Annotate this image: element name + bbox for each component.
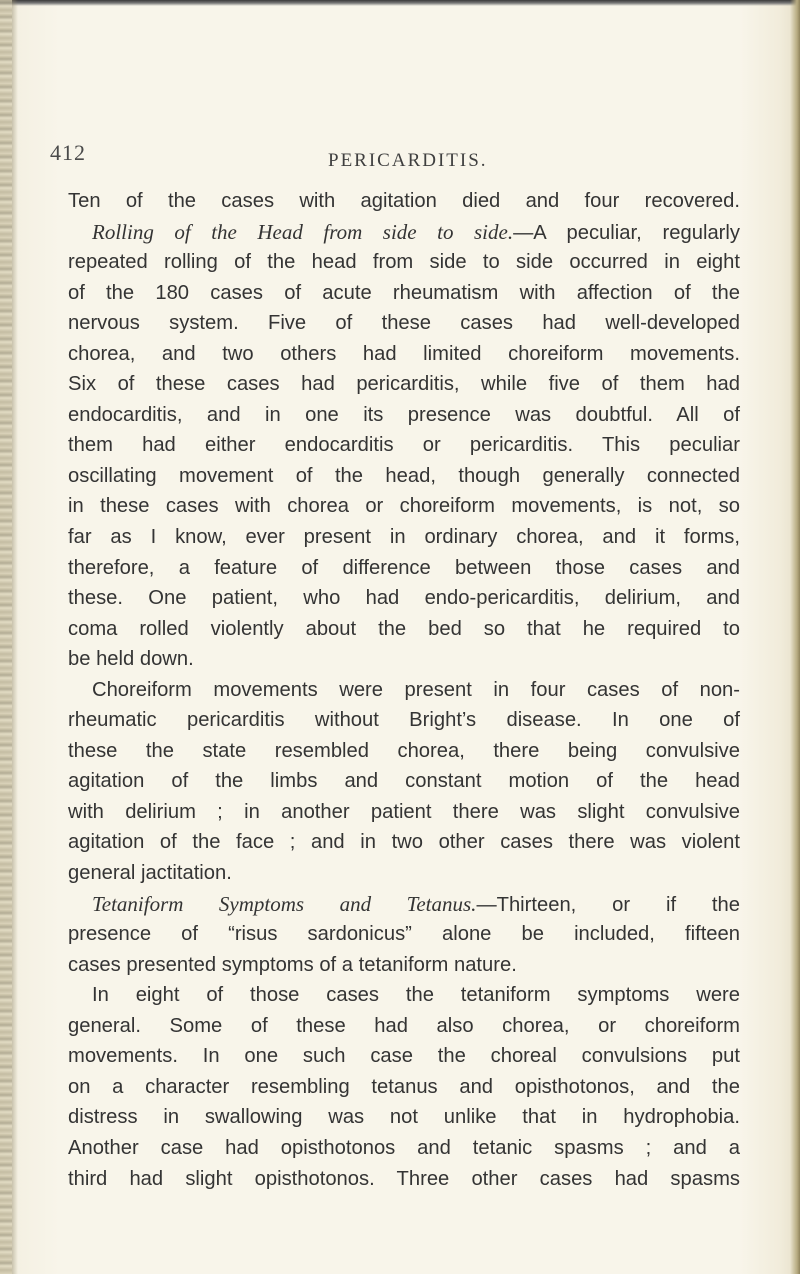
text-line: general. Some of these had also chorea, or choreiform	[68, 1014, 740, 1037]
text-line: be held down.	[68, 648, 194, 671]
section-heading-italic: Tetaniform Symptoms and Tetanus.	[92, 891, 477, 916]
text-line: cases presented symptoms of a tetaniform nature.	[68, 953, 517, 976]
text-line: endocarditis, and in one its presence was doubtful. All of	[68, 403, 740, 426]
text-line: repeated rolling of the head from side to side occurred in eight	[68, 251, 740, 274]
text-line: them had either endocarditis or pericarditis. This peculiar	[68, 434, 740, 457]
page-binding-edge	[0, 0, 12, 1274]
text-line: rheumatic pericarditis without Bright’s disease. In one of	[68, 709, 740, 732]
text-line: Choreiform movements were present in four cases of non-	[92, 678, 740, 701]
page-top-shadow	[0, 0, 800, 6]
text-line: coma rolled violently about the bed so that he required to	[68, 617, 740, 640]
text-line: these. One patient, who had endo-pericarditis, delirium, and	[68, 587, 740, 610]
text-line: In eight of those cases the tetaniform symptoms were	[92, 984, 740, 1007]
page-fore-edge	[790, 0, 800, 1274]
text-line: chorea, and two others had limited choreiform movements.	[68, 342, 740, 365]
text-line: on a character resembling tetanus and opisthotonos, and the	[68, 1075, 740, 1098]
body-text	[68, 186, 740, 1194]
text-line: movements. In one such case the choreal convulsions put	[68, 1045, 740, 1068]
text-line: oscillating movement of the head, though generally connected	[68, 464, 740, 487]
text-line: presence of “risus sardonicus” alone be included, fifteen	[68, 923, 740, 946]
text-line: third had slight opisthotonos. Three other cases had spasms	[68, 1167, 740, 1190]
text-line: these the state resembled chorea, there being convulsive	[68, 739, 740, 762]
text-line: nervous system. Five of these cases had well-developed	[68, 312, 740, 335]
text-line: far as I know, ever present in ordinary chorea, and it forms,	[68, 526, 740, 549]
text-line: in these cases with chorea or choreiform movements, is not, so	[68, 495, 740, 518]
text-line: Another case had opisthotonos and tetanic spasms ; and a	[68, 1136, 740, 1159]
text-line: general jactitation.	[68, 862, 232, 885]
page-number: 412	[50, 140, 86, 165]
text-line: Ten of the cases with agitation died and four recovered.	[68, 190, 740, 212]
text-line: of the 180 cases of acute rheumatism with affection of the	[68, 281, 740, 304]
text-line: distress in swallowing was not unlike that in hydrophobia.	[68, 1106, 740, 1129]
text-line: agitation of the limbs and constant motion of the head	[68, 770, 740, 793]
section-heading-italic: Rolling of the Head from side to side.	[92, 219, 514, 244]
running-head: PERICARDITIS.	[328, 150, 488, 171]
text-line: Rolling of the Head from side to side.—A peculiar, regularly	[92, 219, 740, 244]
text-line: with delirium ; in another patient there was slight convulsive	[68, 800, 740, 823]
text-line: Six of these cases had pericarditis, while five of them had	[68, 373, 740, 396]
text-line: agitation of the face ; and in two other cases there was violent	[68, 831, 740, 854]
page-gutter-shadow	[12, 0, 18, 1274]
text-line: Tetaniform Symptoms and Tetanus.—Thirteen, or if the	[92, 891, 740, 916]
text-line: therefore, a feature of difference between those cases and	[68, 556, 740, 579]
